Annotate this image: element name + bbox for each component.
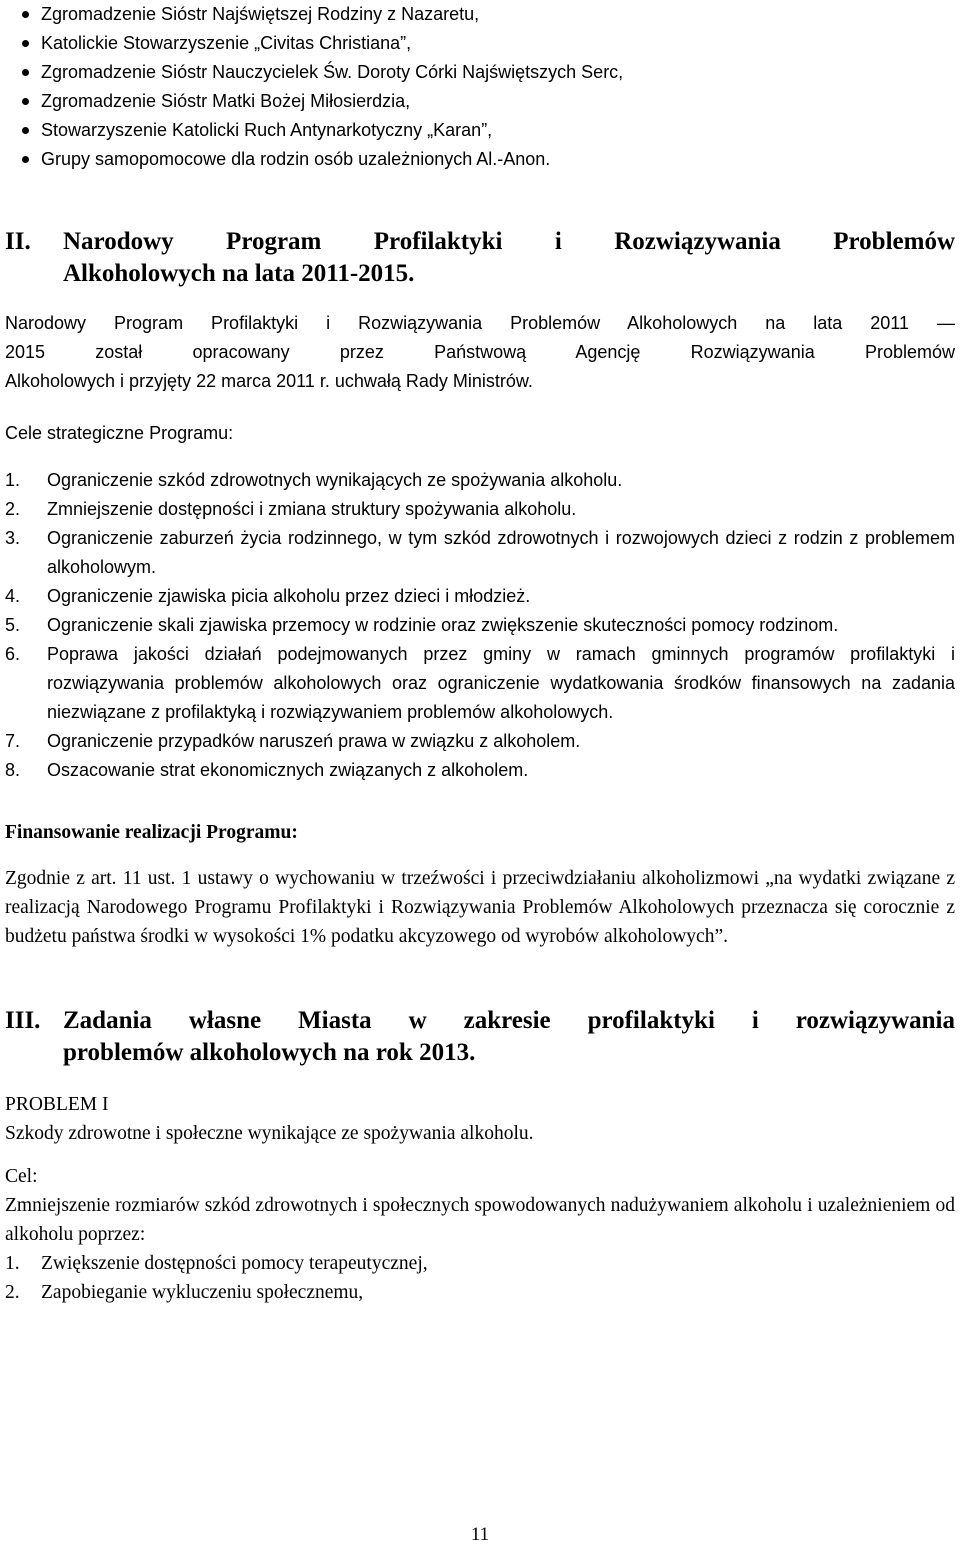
organizations-list xyxy=(5,0,955,174)
section-2-number: II. xyxy=(5,228,31,255)
list-item-text: Zapobieganie wykluczeniu społecznemu, xyxy=(41,1282,364,1303)
list-item-text: Zgromadzenie Sióstr Najświętszej Rodziny z Nazaretu, xyxy=(41,4,480,24)
list-item-number: 8. xyxy=(5,760,21,780)
goals-list xyxy=(5,466,955,785)
document-page xyxy=(5,0,955,1307)
list-item-text: Ograniczenie skali zjawiska przemocy w rodzinie oraz zwiększenie skuteczności pomocy rodzinom. xyxy=(47,615,839,635)
bullet-icon xyxy=(22,11,29,18)
list-item-text: Katolickie Stowarzyszenie „Civitas Christiana”, xyxy=(41,33,412,53)
bullet-icon xyxy=(22,40,29,47)
section-2-intro xyxy=(5,309,955,396)
list-item xyxy=(5,145,955,174)
list-item xyxy=(5,727,955,756)
actions-list xyxy=(5,1249,955,1307)
section-2-title-line-2: Alkoholowych na lata 2011-2015. xyxy=(63,260,415,287)
list-item-text: Oszacowanie strat ekonomicznych związanych z alkoholem. xyxy=(47,760,529,780)
bullet-icon xyxy=(22,127,29,134)
list-item xyxy=(5,640,955,727)
list-item-number: 2. xyxy=(5,1282,20,1303)
funding-heading: Finansowanie realizacji Programu: xyxy=(5,822,298,843)
list-item xyxy=(5,466,955,495)
list-item-number: 7. xyxy=(5,731,21,751)
list-item-text: Ograniczenie szkód zdrowotnych wynikających ze spożywania alkoholu. xyxy=(47,470,623,490)
list-item xyxy=(5,756,955,785)
list-item xyxy=(5,116,955,145)
section-3-heading xyxy=(5,1005,955,1069)
list-item-text: Stowarzyszenie Katolicki Ruch Antynarkotyczny „Karan”, xyxy=(41,120,493,140)
list-item-number: 3. xyxy=(5,528,21,548)
list-item-text: Ograniczenie przypadków naruszeń prawa w związku z alkoholem. xyxy=(47,731,581,751)
list-item-number: 5. xyxy=(5,615,21,635)
list-item xyxy=(5,582,955,611)
list-item-text: Ograniczenie zjawiska picia alkoholu przez dzieci i młodzież. xyxy=(47,586,531,606)
list-item-text: Ograniczenie zaburzeń życia rodzinnego, w tym szkód zdrowotnych i rozwojowych dzieci z rodzin z problemem alkoholowym. xyxy=(47,528,955,577)
section-3-number: III. xyxy=(5,1007,41,1034)
goals-heading: Cele strategiczne Programu: xyxy=(5,423,234,443)
bullet-icon xyxy=(22,156,29,163)
list-item xyxy=(5,29,955,58)
problem-text: Szkody zdrowotne i społeczne wynikające ze spożywania alkoholu. xyxy=(5,1123,534,1144)
section-2-heading xyxy=(5,226,955,290)
list-item-text: Zgromadzenie Sióstr Nauczycielek Św. Doroty Córki Najświętszych Serc, xyxy=(41,62,624,82)
section-2-title-line-1: Narodowy Program Profilaktyki i Rozwiązywania Problemów xyxy=(63,228,955,255)
intro-line-3: Alkoholowych i przyjęty 22 marca 2011 r. uchwałą Rady Ministrów. xyxy=(5,371,533,391)
list-item-number: 2. xyxy=(5,499,21,519)
intro-line-2: 2015 został opracowany przez Państwową Agencję Rozwiązywania Problemów xyxy=(5,342,955,362)
list-item-number: 4. xyxy=(5,586,21,606)
list-item-number: 1. xyxy=(5,470,21,490)
list-item-text: Zwiększenie dostępności pomocy terapeutycznej, xyxy=(41,1253,428,1274)
list-item xyxy=(5,495,955,524)
list-item-text: Grupy samopomocowe dla rodzin osób uzależnionych Al.-Anon. xyxy=(41,149,551,169)
list-item-text: Zmniejszenie dostępności i zmiana struktury spożywania alkoholu. xyxy=(47,499,577,519)
goal-heading: Cel: xyxy=(5,1166,38,1187)
list-item-number: 6. xyxy=(5,644,21,664)
bullet-icon xyxy=(22,69,29,76)
list-item-text: Poprawa jakości działań podejmowanych przez gminy w ramach gminnych programów profilaktyki i rozwiązywania problemów alkoholowych oraz ograniczenie wydatkowania środków finansowych na zadania niezwiązane z profilaktyką i rozwiązywaniem problemów alkoholowych. xyxy=(47,644,955,722)
list-item xyxy=(5,611,955,640)
list-item-number: 1. xyxy=(5,1253,20,1274)
page-number: 11 xyxy=(470,1524,490,1545)
goal-text: Zmniejszenie rozmiarów szkód zdrowotnych i społecznych spowodowanych nadużywaniem alkoholu i uzależnieniem od alkoholu poprzez: xyxy=(5,1195,955,1245)
list-item xyxy=(5,1249,955,1278)
intro-line-1: Narodowy Program Profilaktyki i Rozwiązywania Problemów Alkoholowych na lata 2011 ― xyxy=(5,313,955,333)
list-item xyxy=(5,1278,955,1307)
list-item xyxy=(5,58,955,87)
funding-text: Zgodnie z art. 11 ust. 1 ustawy o wychowaniu w trzeźwości i przeciwdziałaniu alkoholizmowi „na wydatki związane z realizacją Narodowego Programu Profilaktyki i Rozwiązywania Problemów Alkoholowych przeznacza się corocznie z budżetu państwa środki w wysokości 1% podatku akcyzowego od wyrobów alkoholowych”. xyxy=(5,868,955,947)
bullet-icon xyxy=(22,98,29,105)
list-item xyxy=(5,87,955,116)
problem-heading: PROBLEM I xyxy=(5,1094,109,1115)
list-item xyxy=(5,524,955,582)
list-item xyxy=(5,0,955,29)
list-item-text: Zgromadzenie Sióstr Matki Bożej Miłosierdzia, xyxy=(41,91,411,111)
section-3-title-line-1: Zadania własne Miasta w zakresie profilaktyki i rozwiązywania xyxy=(63,1007,955,1034)
section-3-title-line-2: problemów alkoholowych na rok 2013. xyxy=(63,1039,476,1066)
